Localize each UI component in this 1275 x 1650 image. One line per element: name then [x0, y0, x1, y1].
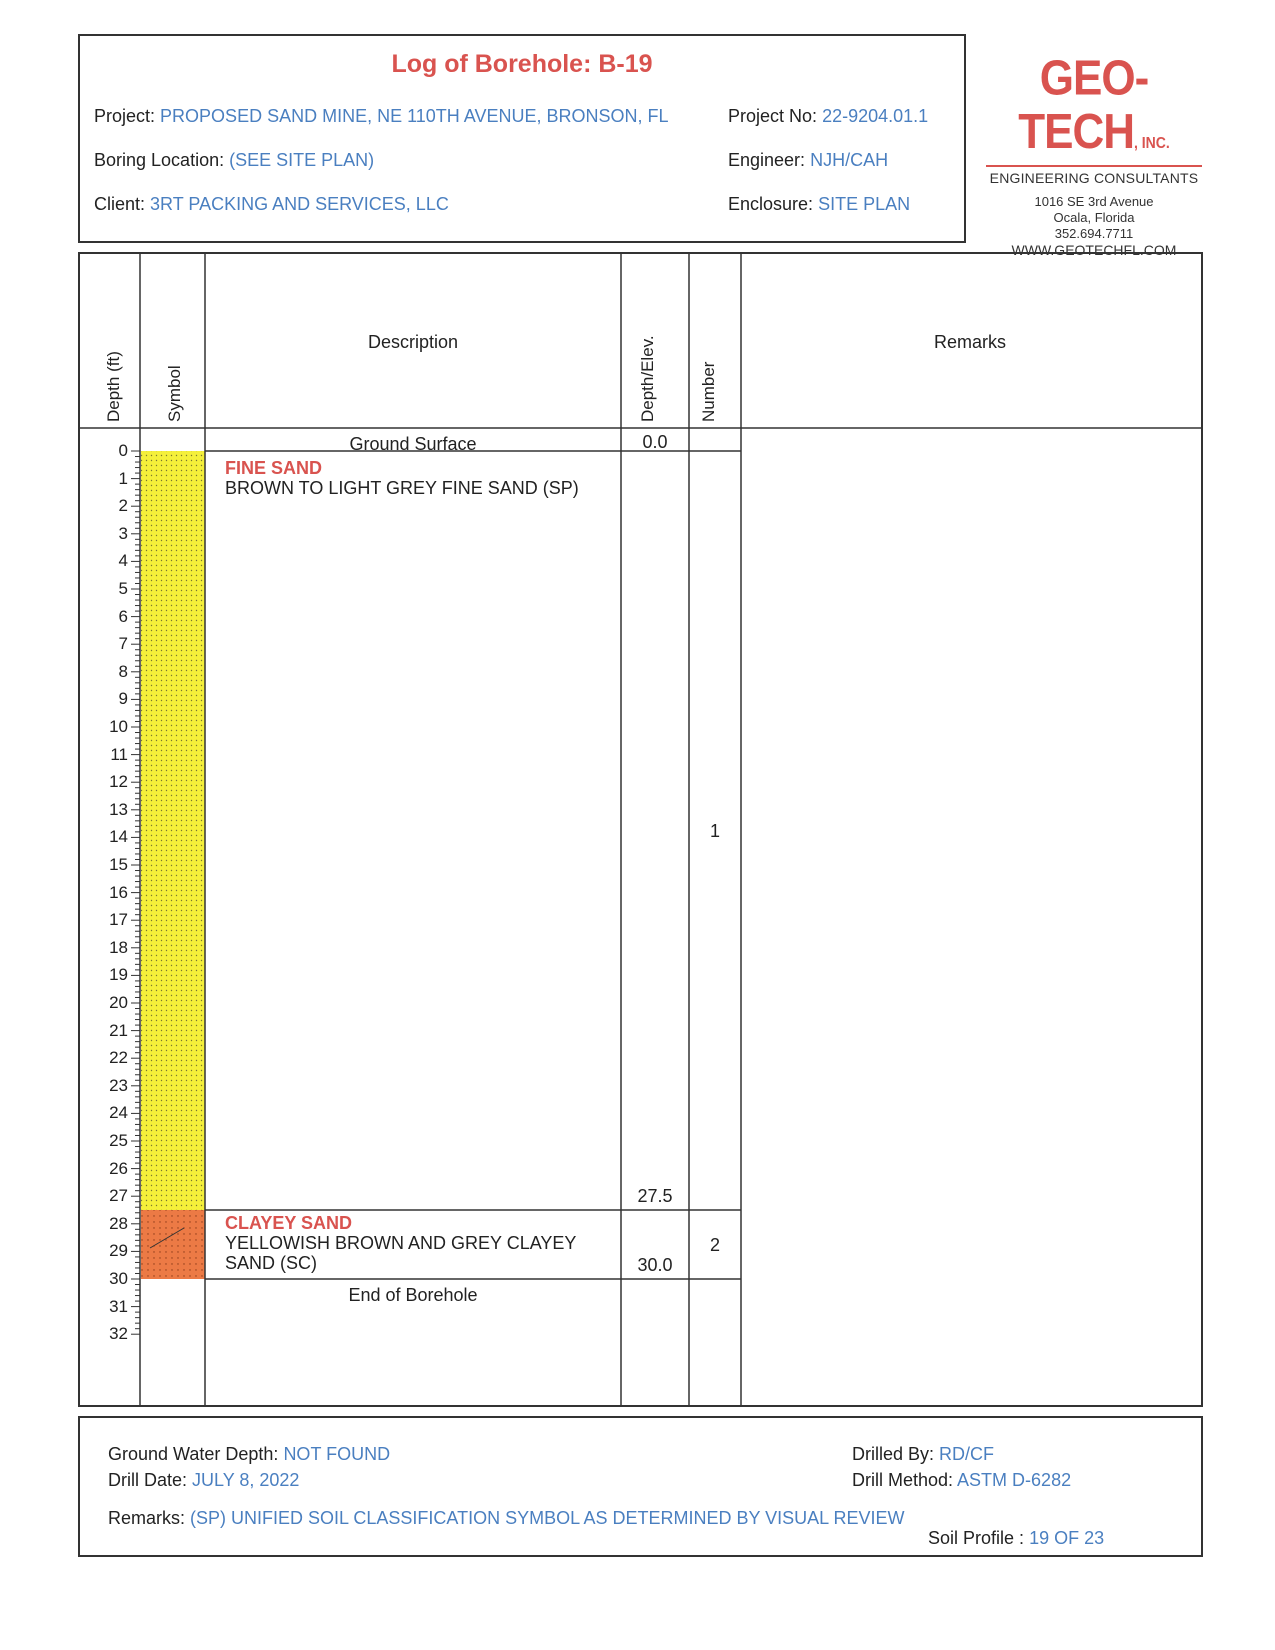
depth-tick-label: 8 [118, 661, 128, 681]
drill-method-field [852, 1470, 1071, 1491]
layer-1-bottom-depth: 27.5 [637, 1186, 673, 1206]
project-label: Project: [94, 106, 156, 126]
footer-box [78, 1416, 1203, 1557]
layer-2-description-line1: YELLOWISH BROWN AND GREY CLAYEY [225, 1233, 577, 1253]
logo-name: GEO-TECH [1018, 50, 1149, 160]
depth-tick-label: 23 [109, 1075, 128, 1095]
layer-1-title: FINE SAND [225, 458, 323, 478]
depth-tick-label: 20 [109, 993, 128, 1012]
project-no-field [728, 106, 928, 127]
column-header-depth: Depth (ft) [104, 351, 123, 422]
enclosure-field [728, 194, 910, 215]
depth-tick-label: 7 [118, 634, 128, 654]
drilled-by-field [852, 1444, 994, 1465]
depth-tick-label: 17 [109, 910, 128, 930]
project-no-label: Project No: [728, 106, 818, 126]
depth-tick-label: 30 [109, 1269, 128, 1288]
ground-water-value: NOT FOUND [283, 1444, 391, 1464]
drilled-by-value: RD/CF [939, 1444, 995, 1464]
ground-water-field [108, 1444, 390, 1465]
soil-profile-value: 19 OF 23 [1029, 1528, 1105, 1548]
depth-tick-label: 12 [109, 772, 128, 792]
depth-tick-label: 1 [118, 468, 128, 488]
project-field [94, 106, 669, 127]
depth-tick-label: 9 [118, 689, 128, 709]
depth-tick-label: 2 [118, 496, 128, 516]
soil-profile-field [928, 1528, 1104, 1549]
logo-address-line2: Ocala, Florida [1053, 210, 1135, 225]
ground-water-label: Ground Water Depth: [108, 1444, 279, 1464]
layer-2-description-line2: SAND (SC) [225, 1253, 318, 1273]
depth-tick-label: 24 [109, 1103, 128, 1123]
drilled-by-label: Drilled By: [852, 1444, 935, 1464]
boring-location-value: (SEE SITE PLAN) [229, 150, 375, 170]
column-header-remarks: Remarks [933, 332, 1006, 352]
enclosure-value: SITE PLAN [818, 194, 911, 214]
depth-tick-label: 0 [118, 441, 128, 460]
logo-tagline: ENGINEERING CONSULTANTS [989, 170, 1199, 186]
drill-method-label: Drill Method: [852, 1470, 954, 1490]
depth-tick-label: 5 [118, 579, 128, 598]
company-logo [980, 50, 1208, 258]
log-title: Log of Borehole: B-19 [391, 50, 653, 78]
engineer-label: Engineer: [728, 150, 806, 170]
ground-surface-depth: 0.0 [642, 432, 668, 452]
layer-2-sample-number: 2 [709, 1234, 720, 1255]
layer-1-sample-number: 1 [709, 820, 720, 841]
column-header-symbol: Symbol [165, 365, 184, 422]
depth-tick-label: 28 [109, 1213, 128, 1233]
client-value: 3RT PACKING AND SERVICES, LLC [150, 194, 449, 214]
engineer-field [728, 150, 888, 171]
client-label: Client: [94, 194, 146, 214]
depth-tick-label: 11 [110, 744, 128, 764]
project-no-value: 22-9204.01.1 [822, 106, 929, 126]
depth-tick-label: 22 [109, 1048, 128, 1068]
header-box [78, 34, 966, 243]
logo-suffix: , INC. [1134, 133, 1170, 152]
depth-tick-label: 32 [109, 1324, 128, 1344]
column-header-depth-elev: Depth/Elev. [638, 335, 657, 422]
depth-tick-label: 3 [118, 523, 128, 543]
drill-date-value: JULY 8, 2022 [192, 1470, 300, 1490]
depth-tick-label: 26 [109, 1158, 128, 1178]
layer-1-description: BROWN TO LIGHT GREY FINE SAND (SP) [225, 478, 579, 498]
drill-method-value: ASTM D-6282 [957, 1470, 1072, 1490]
depth-tick-label: 10 [109, 717, 128, 736]
drill-date-field [108, 1470, 299, 1491]
ground-surface-label: Ground Surface [349, 434, 477, 454]
borehole-log-table [78, 252, 1203, 1407]
logo-wordmark [980, 52, 1208, 170]
end-of-borehole-label: End of Borehole [348, 1285, 478, 1305]
soil-symbol-pattern-1 [141, 451, 205, 1210]
depth-tick-label: 18 [109, 937, 128, 957]
remarks-field [108, 1508, 905, 1529]
remarks-label: Remarks: [108, 1508, 186, 1528]
engineer-value: NJH/CAH [810, 150, 889, 170]
depth-tick-label: 25 [109, 1131, 128, 1150]
depth-tick-label: 19 [109, 965, 128, 985]
soil-symbol-pattern-2 [141, 1210, 205, 1279]
project-value: PROPOSED SAND MINE, NE 110TH AVENUE, BRONSON, FL [160, 106, 669, 126]
boring-location-label: Boring Location: [94, 150, 225, 170]
enclosure-label: Enclosure: [728, 194, 814, 214]
soil-profile-label: Soil Profile : [928, 1528, 1025, 1548]
logo-address-line1: 1016 SE 3rd Avenue [1034, 194, 1154, 209]
depth-tick-label: 14 [109, 827, 128, 847]
depth-tick-label: 21 [109, 1020, 128, 1040]
drill-date-label: Drill Date: [108, 1470, 188, 1490]
client-field [94, 194, 449, 215]
depth-tick-label: 27 [109, 1186, 128, 1206]
remarks-value: (SP) UNIFIED SOIL CLASSIFICATION SYMBOL AS DETERMINED BY VISUAL REVIEW [190, 1508, 905, 1528]
depth-tick-label: 29 [109, 1241, 128, 1261]
column-header-description: Description [367, 332, 459, 352]
logo-phone: 352.694.7711 [1054, 226, 1134, 241]
depth-tick-label: 15 [109, 855, 128, 874]
depth-tick-label: 6 [118, 606, 128, 626]
depth-tick-label: 13 [109, 799, 128, 819]
column-header-number: Number [699, 361, 718, 422]
depth-tick-label: 31 [109, 1296, 128, 1316]
layer-2-title: CLAYEY SAND [225, 1213, 353, 1233]
boring-location-field [94, 150, 374, 171]
logo-website: WWW.GEOTECHFL.COM [1011, 242, 1177, 258]
depth-tick-label: 4 [118, 551, 128, 571]
layer-2-bottom-depth: 30.0 [637, 1255, 673, 1275]
depth-tick-label: 16 [109, 882, 128, 902]
